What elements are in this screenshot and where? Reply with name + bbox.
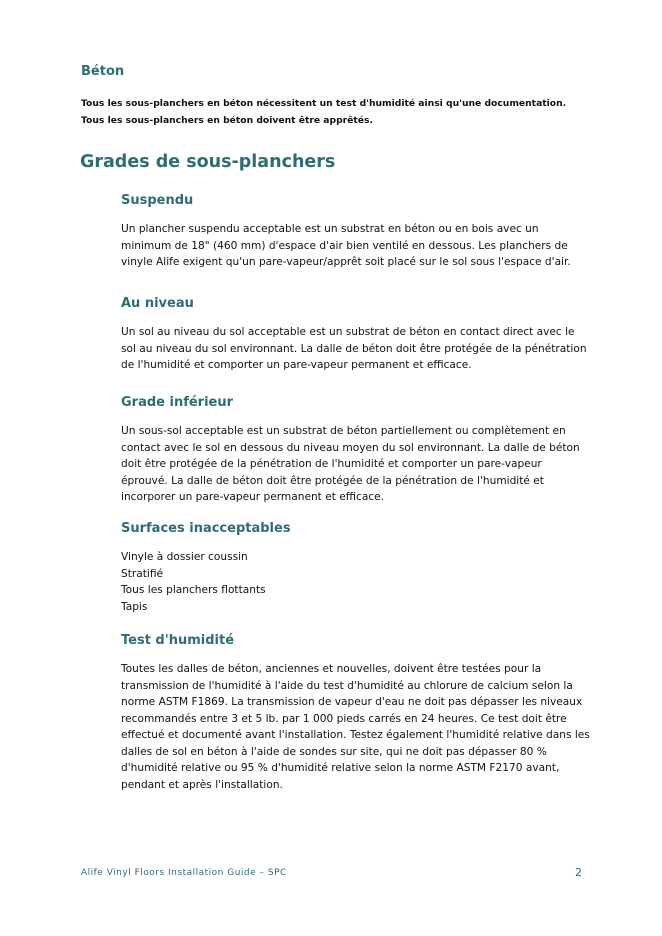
list-item: Vinyle à dossier coussin xyxy=(121,551,248,563)
test-humidite-heading: Test d'humidité xyxy=(121,633,235,648)
surfaces-inacceptables-heading: Surfaces inacceptables xyxy=(121,521,291,536)
list-item: Tous les planchers flottants xyxy=(121,584,266,596)
page-number: 2 xyxy=(575,866,582,879)
au-niveau-paragraph: Un sol au niveau du sol acceptable est un substrat de béton en contact direct avec le sol au niveau du sol environnant. La dalle de béton doit être protégée de la pénétration de l'humidité et comporter un pare-vapeur permanent et efficace. xyxy=(121,326,587,371)
suspendu-paragraph: Un plancher suspendu acceptable est un substrat en béton ou en bois avec un minimum de 18" (460 mm) d'espace d'air bien ventilé en dessous. Les planchers de vinyle Alife exigent qu'un pare-vapeur/apprêt soit placé sur le sol sous l'espace d'air. xyxy=(121,223,571,268)
grades-heading: Grades de sous-planchers xyxy=(80,152,336,172)
au-niveau-section xyxy=(121,295,591,374)
list-item: Tapis xyxy=(121,600,148,613)
grade-inferieur-paragraph: Un sous-sol acceptable est un substrat de béton partiellement ou complètement en contact avec le sol en dessous du niveau moyen du sol environnant. La dalle de béton doit être protégée de la pénétration de l'humidité et comporter un pare-vapeur éprouvé. La dalle de béton doit être protégée de la pénétration de l'humidité et incorporer un pare-vapeur permanent et efficace. xyxy=(121,425,580,503)
surfaces-inacceptables-section xyxy=(121,520,591,615)
test-humidite-section xyxy=(121,632,591,793)
grade-inferieur-heading: Grade inférieur xyxy=(121,395,234,410)
list-item: Stratifié xyxy=(121,567,164,580)
au-niveau-heading: Au niveau xyxy=(121,296,194,311)
grade-inferieur-section xyxy=(121,394,591,506)
footer-title: Alife Vinyl Floors Installation Guide – SPC xyxy=(81,868,287,878)
beton-heading: Béton xyxy=(81,64,125,79)
suspendu-section xyxy=(121,192,591,271)
beton-paragraph: Tous les sous-planchers en béton nécessitent un test d'humidité ainsi qu'une documentation. Tous les sous-planchers en béton doivent être apprêtés. xyxy=(81,98,567,126)
surfaces-inacceptables-list xyxy=(121,549,591,615)
suspendu-heading: Suspendu xyxy=(121,193,194,208)
test-humidite-paragraph: Toutes les dalles de béton, anciennes et nouvelles, doivent être testées pour la transmission de l'humidité à l'aide du test d'humidité au chlorure de calcium selon la norme ASTM F1869. La transmission de vapeur d'eau ne doit pas dépasser les niveaux recommandés entre 3 et 5 lb. par 1 000 pieds carrés en 24 heures. Ce test doit être effectué et documenté avant l'installation. Testez également l'humidité relative dans les dalles de sol en béton à l'aide de sondes sur site, qui ne doit pas dépasser 80 % d'humidité relative ou 95 % d'humidité relative selon la norme ASTM F2170 avant, pendant et après l'installation. xyxy=(121,663,590,791)
